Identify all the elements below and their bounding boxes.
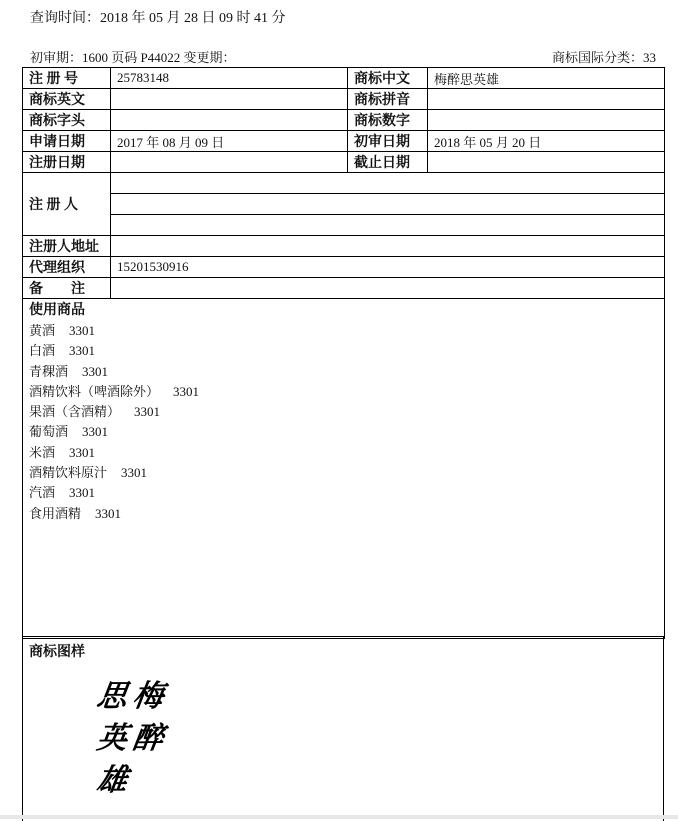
label-reg-no: 注 册 号 xyxy=(23,68,111,89)
value-agent: 15201530916 xyxy=(111,257,665,278)
label-en-name: 商标英文 xyxy=(23,89,111,110)
goods-item xyxy=(29,321,658,341)
row-remarks xyxy=(23,278,665,299)
label-registrant-addr: 注册人地址 xyxy=(23,236,111,257)
row-goods xyxy=(23,299,665,639)
goods-item xyxy=(29,443,658,463)
goods-item xyxy=(29,341,658,361)
goods-title: 使用商品 xyxy=(29,303,85,318)
value-registrant-3 xyxy=(111,215,665,236)
goods-code: 3301 xyxy=(69,343,96,359)
value-reg-date xyxy=(111,152,348,173)
logo-char: 思 xyxy=(94,679,130,714)
value-apply-date: 2017 年 08 月 09 日 xyxy=(111,131,348,152)
value-registrant-2 xyxy=(111,194,665,215)
value-cn-name: 梅醉思英雄 xyxy=(428,68,665,89)
goods-item xyxy=(29,382,658,402)
row-reg-no xyxy=(23,68,665,89)
row-initials xyxy=(23,110,665,131)
goods-code: 3301 xyxy=(121,465,148,481)
goods-name: 青稞酒 xyxy=(29,363,69,379)
label-prelim-date: 初审日期 xyxy=(348,131,428,152)
value-digits xyxy=(428,110,665,131)
goods-item xyxy=(29,422,658,442)
goods-code: 3301 xyxy=(69,444,96,460)
goods-item xyxy=(29,402,658,422)
goods-name: 果酒（含酒精） xyxy=(29,404,121,420)
row-agent xyxy=(23,257,665,278)
goods-code: 3301 xyxy=(82,363,109,379)
goods-code: 3301 xyxy=(82,424,109,440)
value-registrant-addr xyxy=(111,236,665,257)
goods-code: 3301 xyxy=(95,505,122,521)
row-apply-date xyxy=(23,131,665,152)
value-en-name xyxy=(111,89,348,110)
logo-column-2 xyxy=(94,679,130,809)
value-initials xyxy=(111,110,348,131)
value-pinyin xyxy=(428,89,665,110)
goods-item xyxy=(29,504,658,524)
logo-char: 英 xyxy=(94,721,130,756)
goods-code: 3301 xyxy=(134,404,161,420)
value-registrant-1 xyxy=(111,173,665,194)
goods-name: 食用酒精 xyxy=(29,505,82,521)
goods-name: 汽酒 xyxy=(29,485,56,501)
goods-name: 酒精饮料原汁 xyxy=(29,465,108,481)
goods-list xyxy=(29,321,658,524)
logo-char: 醉 xyxy=(130,721,166,756)
goods-name: 米酒 xyxy=(29,444,56,460)
label-reg-date: 注册日期 xyxy=(23,152,111,173)
goods-code: 3301 xyxy=(173,383,200,399)
label-pinyin: 商标拼音 xyxy=(348,89,428,110)
bottom-rule xyxy=(0,815,678,819)
goods-name: 白酒 xyxy=(29,343,56,359)
value-remarks xyxy=(111,278,665,299)
value-expiry-date xyxy=(428,152,665,173)
goods-code: 3301 xyxy=(69,485,96,501)
goods-item xyxy=(29,483,658,503)
row-registrant-addr xyxy=(23,236,665,257)
label-registrant: 注 册 人 xyxy=(23,173,111,236)
goods-section xyxy=(23,299,665,639)
row-registrant-3 xyxy=(23,215,665,236)
goods-name: 黄酒 xyxy=(29,323,56,338)
label-expiry-date: 截止日期 xyxy=(348,152,428,173)
label-initials: 商标字头 xyxy=(23,110,111,131)
logo-char: 雄 xyxy=(94,763,130,798)
row-registrant-1 xyxy=(23,173,665,194)
row-registrant-2 xyxy=(23,194,665,215)
label-digits: 商标数字 xyxy=(348,110,428,131)
trademark-image-section xyxy=(22,636,664,821)
label-cn-name: 商标中文 xyxy=(348,68,428,89)
trademark-logo xyxy=(83,679,166,809)
goods-name: 葡萄酒 xyxy=(29,424,69,440)
query-time: 查询时间：2018 年 05 月 28 日 09 时 41 分 xyxy=(30,11,286,26)
goods-code: 3301 xyxy=(69,323,96,338)
label-remarks: 备 注 xyxy=(23,278,111,299)
goods-item xyxy=(29,362,658,382)
label-agent: 代理组织 xyxy=(23,257,111,278)
goods-name: 酒精饮料（啤酒除外） xyxy=(29,383,160,399)
image-title: 商标图样 xyxy=(29,645,85,660)
logo-column-1 xyxy=(130,679,166,809)
row-en-name xyxy=(23,89,665,110)
label-apply-date: 申请日期 xyxy=(23,131,111,152)
value-prelim-date: 2018 年 05 月 20 日 xyxy=(428,131,665,152)
value-reg-no: 25783148 xyxy=(111,68,348,89)
logo-char: 梅 xyxy=(130,679,166,714)
intl-class: 商标国际分类：33 xyxy=(551,50,656,65)
prelim-info: 初审期：1600 页码 P44022 变更期： xyxy=(30,50,236,65)
goods-item xyxy=(29,463,658,483)
trademark-info-table xyxy=(22,67,665,639)
row-reg-date xyxy=(23,152,665,173)
